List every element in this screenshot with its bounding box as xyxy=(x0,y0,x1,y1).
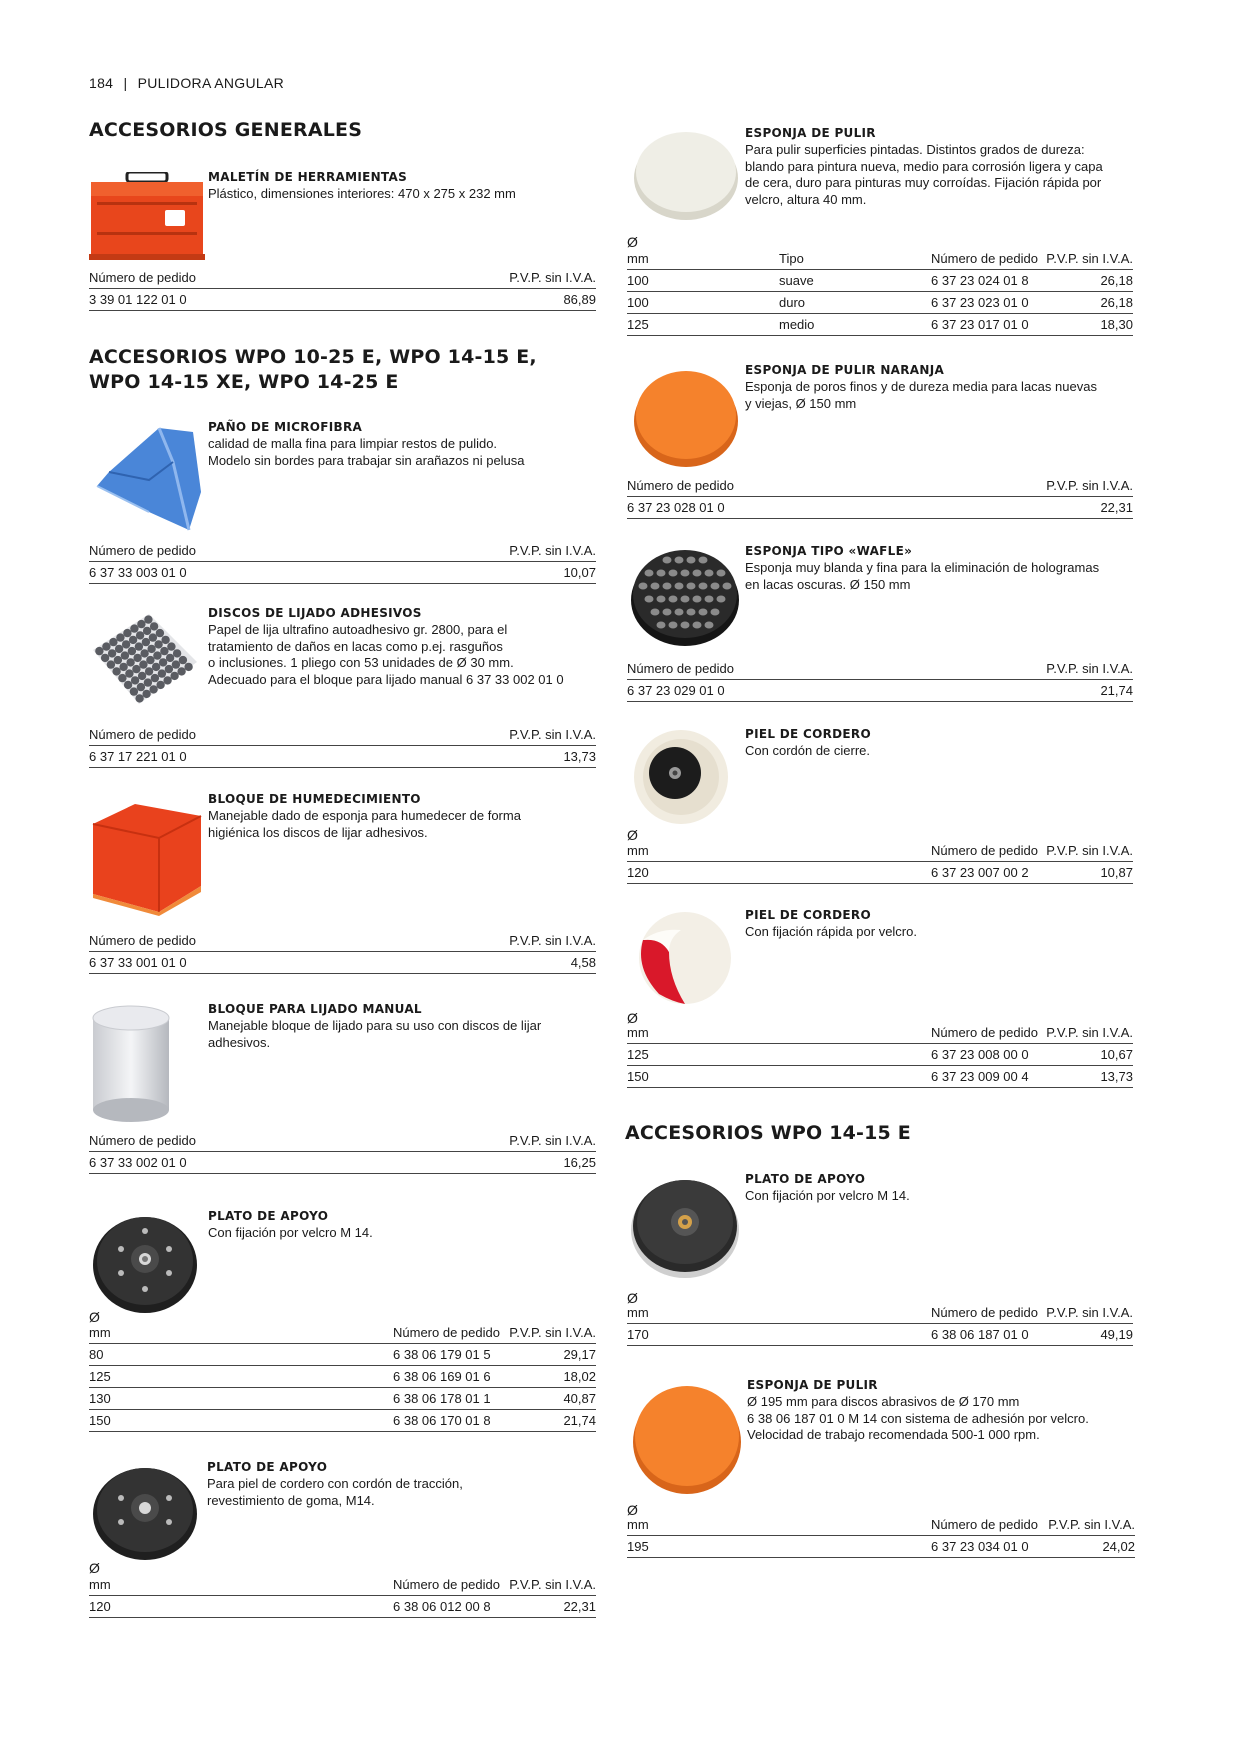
table-header: Número de pedido P.V.P. sin I.V.A. xyxy=(89,930,596,952)
table-row: 170 6 38 06 187 01 0 49,19 xyxy=(627,1324,1133,1346)
table-row: 6 37 23 029 01 0 21,74 xyxy=(627,680,1133,702)
table-header: Número de pedido P.V.P. sin I.V.A. xyxy=(627,475,1133,497)
product-name: ESPONJA DE PULIR xyxy=(747,1378,878,1392)
table-row: 125 6 38 06 169 01 6 18,02 xyxy=(89,1366,596,1388)
sanding-block-image xyxy=(89,1004,173,1124)
product-desc: Manejable bloque de lijado para su uso con discos de lijar adhesivos. xyxy=(208,1018,542,1050)
product-name: ESPONJA DE PULIR NARANJA xyxy=(745,363,945,377)
product-desc: Con cordón de cierre. xyxy=(745,743,871,758)
product-name: ESPONJA TIPO «WAFLE» xyxy=(745,544,913,558)
orange-sponge-image xyxy=(631,1378,743,1496)
table-row: 3 39 01 122 01 0 86,89 xyxy=(89,289,596,311)
table-header: mm Tipo Número de pedido P.V.P. sin I.V.A. xyxy=(627,248,1133,270)
product-name: BLOQUE PARA LIJADO MANUAL xyxy=(208,1002,422,1016)
table-row: 6 37 33 002 01 0 16,25 xyxy=(89,1152,596,1174)
product-desc: Papel de lija ultrafino autoadhesivo gr. 2800, para el tratamiento de daños en lacas como p.ej. rasguños o inclusiones. 1 pliego con 53 unidades de Ø 30 mm. Adecuado para el bloque para lijado manual 6 37 33 002 01 0 xyxy=(208,622,564,687)
product-esponja-pulir-2 xyxy=(627,1378,1135,1563)
orange-sponge-image xyxy=(631,363,741,469)
product-desc: Para piel de cordero con cordón de tracción, revestimiento de goma, M14. xyxy=(207,1476,463,1508)
product-bloque-humedecimiento xyxy=(89,790,596,980)
page-number: 184 xyxy=(89,75,114,91)
product-bloque-lijado xyxy=(89,1000,596,1185)
product-desc: Manejable dado de esponja para humedecer de forma higiénica los discos de lijar adhesivos. xyxy=(208,808,521,840)
page-header xyxy=(89,75,284,91)
table-row: 6 37 17 221 01 0 13,73 xyxy=(89,746,596,768)
white-sponge-image xyxy=(631,126,741,222)
table-header: mm Número de pedido P.V.P. sin I.V.A. xyxy=(627,1302,1133,1324)
cloth-image xyxy=(89,422,205,532)
diameter-symbol: Ø xyxy=(89,1309,100,1325)
section-title-general: ACCESORIOS GENERALES xyxy=(89,119,363,141)
table-row: 100 suave 6 37 23 024 01 8 26,18 xyxy=(627,270,1133,292)
product-name: MALETÍN DE HERRAMIENTAS xyxy=(208,170,408,184)
table-header: Número de pedido P.V.P. sin I.V.A. xyxy=(89,540,596,562)
table-header: mm Número de pedido P.V.P. sin I.V.A. xyxy=(89,1574,596,1596)
backing-pad-image xyxy=(629,1172,741,1280)
table-header: mm Número de pedido P.V.P. sin I.V.A. xyxy=(627,840,1133,862)
backing-pad-image xyxy=(91,1462,199,1562)
table-row: 6 37 23 028 01 0 22,31 xyxy=(627,497,1133,519)
product-piel-cordero-2 xyxy=(625,908,1133,1093)
product-name: PLATO DE APOYO xyxy=(745,1172,866,1186)
product-desc: calidad de malla fina para limpiar restos de pulido. Modelo sin bordes para trabajar sin arañazos ni pelusa xyxy=(208,436,525,468)
table-row: 150 6 38 06 170 01 8 21,74 xyxy=(89,1410,596,1432)
diameter-symbol: Ø xyxy=(89,1560,100,1576)
diameter-symbol: Ø xyxy=(627,827,638,843)
product-pano xyxy=(89,418,596,588)
table-row: 195 6 37 23 034 01 0 24,02 xyxy=(627,1536,1135,1558)
section-title-wpo-multi: ACCESORIOS WPO 10-25 E, WPO 14-15 E, WPO 14-15 XE, WPO 14-25 E xyxy=(89,346,537,393)
table-header: mm Número de pedido P.V.P. sin I.V.A. xyxy=(627,1022,1133,1044)
table-row: 6 37 33 003 01 0 10,07 xyxy=(89,562,596,584)
table-row: 125 6 37 23 008 00 0 10,67 xyxy=(627,1044,1133,1066)
diameter-symbol: Ø xyxy=(627,1290,638,1306)
table-header: Número de pedido P.V.P. sin I.V.A. xyxy=(89,724,596,746)
table-row: 6 37 33 001 01 0 4,58 xyxy=(89,952,596,974)
product-desc: Para pulir superficies pintadas. Distintos grados de dureza: blando para pintura nueva, medio para corrosión ligera y capa de cera, duro para pinturas muy corroídas. Fijación rápida por velcro, altura 40 mm. xyxy=(745,142,1103,207)
product-desc: Ø 195 mm para discos abrasivos de Ø 170 mm 6 38 06 187 01 0 M 14 con sistema de adhesión por velcro. Velocidad de trabajo recomendada 500-1 000 rpm. xyxy=(747,1394,1089,1442)
header-separator: | xyxy=(123,75,128,91)
table-row: 125 medio 6 37 23 017 01 0 18,30 xyxy=(627,314,1133,336)
product-desc: Esponja muy blanda y fina para la eliminación de hologramas en lacas oscuras. Ø 150 mm xyxy=(745,560,1100,592)
table-row: 100 duro 6 37 23 023 01 0 26,18 xyxy=(627,292,1133,314)
product-name: PLATO DE APOYO xyxy=(207,1460,328,1474)
diameter-symbol: Ø xyxy=(627,234,638,250)
section-title-wpo-1415: ACCESORIOS WPO 14-15 E xyxy=(625,1122,911,1144)
product-esponja-pulir xyxy=(625,126,1133,341)
table-header: mm Número de pedido P.V.P. sin I.V.A. xyxy=(89,1322,596,1344)
product-name: PIEL DE CORDERO xyxy=(745,727,871,741)
product-discos xyxy=(89,604,596,774)
sponge-block-image xyxy=(89,794,205,916)
product-piel-cordero-1 xyxy=(625,727,1133,887)
product-name: ESPONJA DE PULIR xyxy=(745,126,876,140)
backing-pad-image xyxy=(91,1211,199,1315)
product-desc: Esponja de poros finos y de dureza media para lacas nuevas y viejas, Ø 150 mm xyxy=(745,379,1097,411)
table-row: 120 6 38 06 012 00 8 22,31 xyxy=(89,1596,596,1618)
product-plato-apoyo-2 xyxy=(89,1458,596,1618)
product-desc: Con fijación por velcro M 14. xyxy=(208,1225,373,1240)
waffle-sponge-image xyxy=(629,544,741,648)
sanding-discs-image xyxy=(89,610,199,706)
product-desc: Con fijación por velcro M 14. xyxy=(745,1188,910,1203)
table-row: 130 6 38 06 178 01 1 40,87 xyxy=(89,1388,596,1410)
lambswool-pad-image xyxy=(631,729,731,825)
table-header: Número de pedido P.V.P. sin I.V.A. xyxy=(89,267,596,289)
table-header: mm Número de pedido P.V.P. sin I.V.A. xyxy=(627,1514,1135,1536)
toolbox-image xyxy=(89,172,205,264)
product-name: PIEL DE CORDERO xyxy=(745,908,871,922)
product-name: BLOQUE DE HUMEDECIMIENTO xyxy=(208,792,421,806)
table-row: 150 6 37 23 009 00 4 13,73 xyxy=(627,1066,1133,1088)
product-desc: Con fijación rápida por velcro. xyxy=(745,924,917,939)
diameter-symbol: Ø xyxy=(627,1010,638,1026)
table-row: 120 6 37 23 007 00 2 10,87 xyxy=(627,862,1133,884)
product-name: PLATO DE APOYO xyxy=(208,1209,329,1223)
product-plato-apoyo-1 xyxy=(89,1207,596,1432)
header-section: PULIDORA ANGULAR xyxy=(137,75,285,91)
table-header: Número de pedido P.V.P. sin I.V.A. xyxy=(89,1130,596,1152)
product-name: DISCOS DE LIJADO ADHESIVOS xyxy=(208,606,422,620)
product-esponja-wafle xyxy=(625,544,1133,709)
product-name: PAÑO DE MICROFIBRA xyxy=(208,420,363,434)
product-esponja-naranja xyxy=(625,363,1133,523)
product-desc: Plástico, dimensiones interiores: 470 x 275 x 232 mm xyxy=(208,186,516,201)
diameter-symbol: Ø xyxy=(627,1502,638,1518)
product-plato-apoyo-3 xyxy=(625,1172,1133,1357)
table-header: Número de pedido P.V.P. sin I.V.A. xyxy=(627,658,1133,680)
product-maletin xyxy=(89,168,596,313)
table-row: 80 6 38 06 179 01 5 29,17 xyxy=(89,1344,596,1366)
lambswool-velcro-image xyxy=(629,908,735,1008)
